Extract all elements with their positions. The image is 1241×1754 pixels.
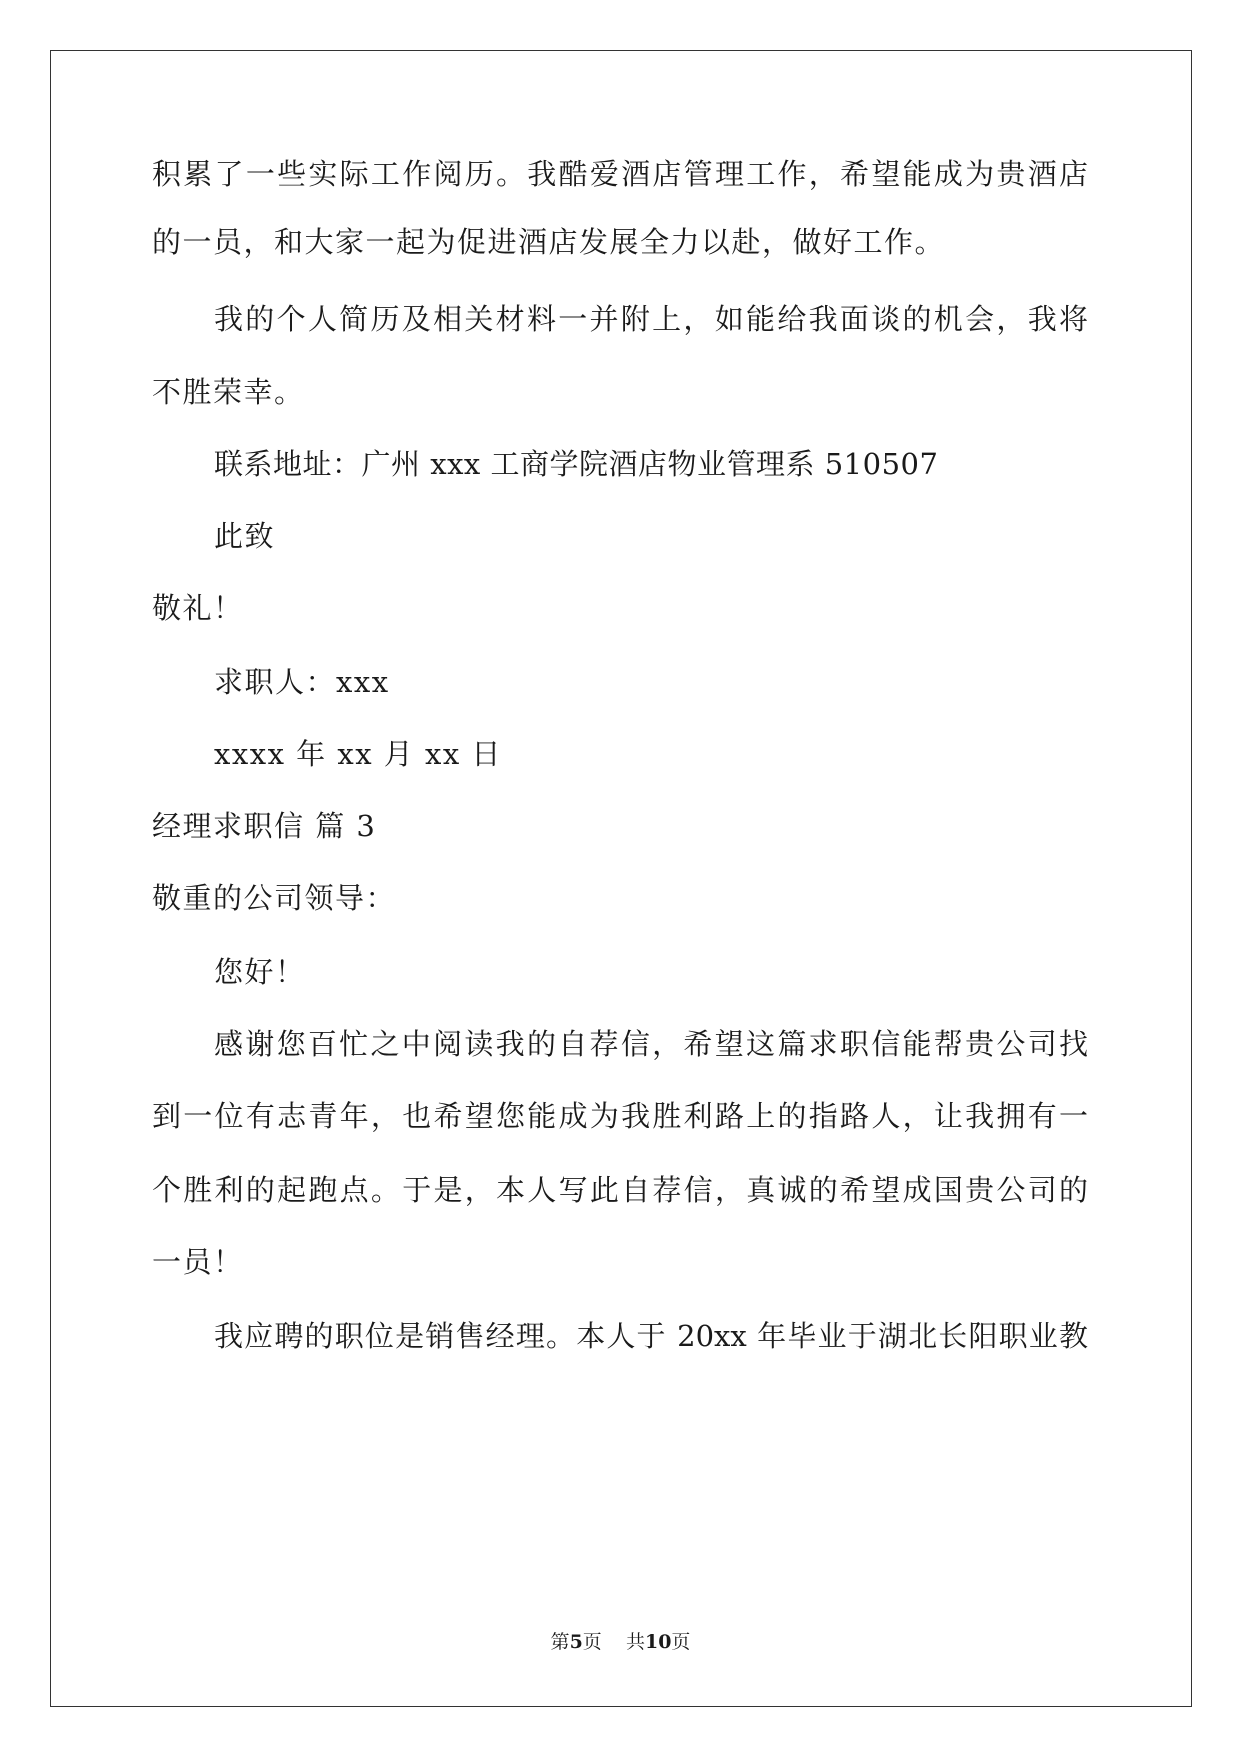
greeting: 敬重的公司领导： bbox=[152, 881, 397, 915]
body-line: 的一员，和大家一起为促进酒店发展全力以赴，做好工作。 bbox=[152, 225, 946, 259]
closing-regards: 敬礼！ bbox=[152, 591, 244, 625]
body-line: 积累了一些实际工作阅历。我酷爱酒店管理工作，希望能成为贵酒店 bbox=[152, 157, 1088, 191]
footer-middle: 页 共 bbox=[582, 1631, 645, 1653]
footer-total-pages: 10 bbox=[644, 1631, 672, 1653]
page-border bbox=[50, 50, 1192, 1707]
body-line: 感谢您百忙之中阅读我的自荐信，希望这篇求职信能帮贵公司找 bbox=[214, 1027, 1088, 1061]
footer-suffix: 页 bbox=[671, 1631, 691, 1653]
applicant-name: 求职人：xxx bbox=[214, 665, 390, 699]
footer-page-number: 5 bbox=[569, 1631, 583, 1653]
section-title: 经理求职信 篇 3 bbox=[152, 809, 377, 843]
body-line: 个胜利的起跑点。于是，本人写此自荐信，真诚的希望成国贵公司的 bbox=[152, 1173, 1088, 1207]
body-line: 我的个人简历及相关材料一并附上，如能给我面谈的机会，我将 bbox=[214, 302, 1088, 336]
page-footer bbox=[0, 1630, 1241, 1654]
body-line: 到一位有志青年，也希望您能成为我胜利路上的指路人，让我拥有一 bbox=[152, 1099, 1088, 1133]
footer-prefix: 第 bbox=[550, 1631, 570, 1653]
hello-line: 您好！ bbox=[214, 955, 306, 989]
body-line: 一员！ bbox=[152, 1245, 244, 1279]
body-line: 不胜荣幸。 bbox=[152, 375, 305, 409]
closing-salutation: 此致 bbox=[214, 519, 276, 553]
body-line: 我应聘的职位是销售经理。本人于 20xx 年毕业于湖北长阳职业教 bbox=[214, 1319, 1088, 1353]
letter-date: xxxx 年 xx 月 xx 日 bbox=[214, 737, 502, 771]
contact-address: 联系地址：广州 xxx 工商学院酒店物业管理系 510507 bbox=[214, 447, 939, 481]
